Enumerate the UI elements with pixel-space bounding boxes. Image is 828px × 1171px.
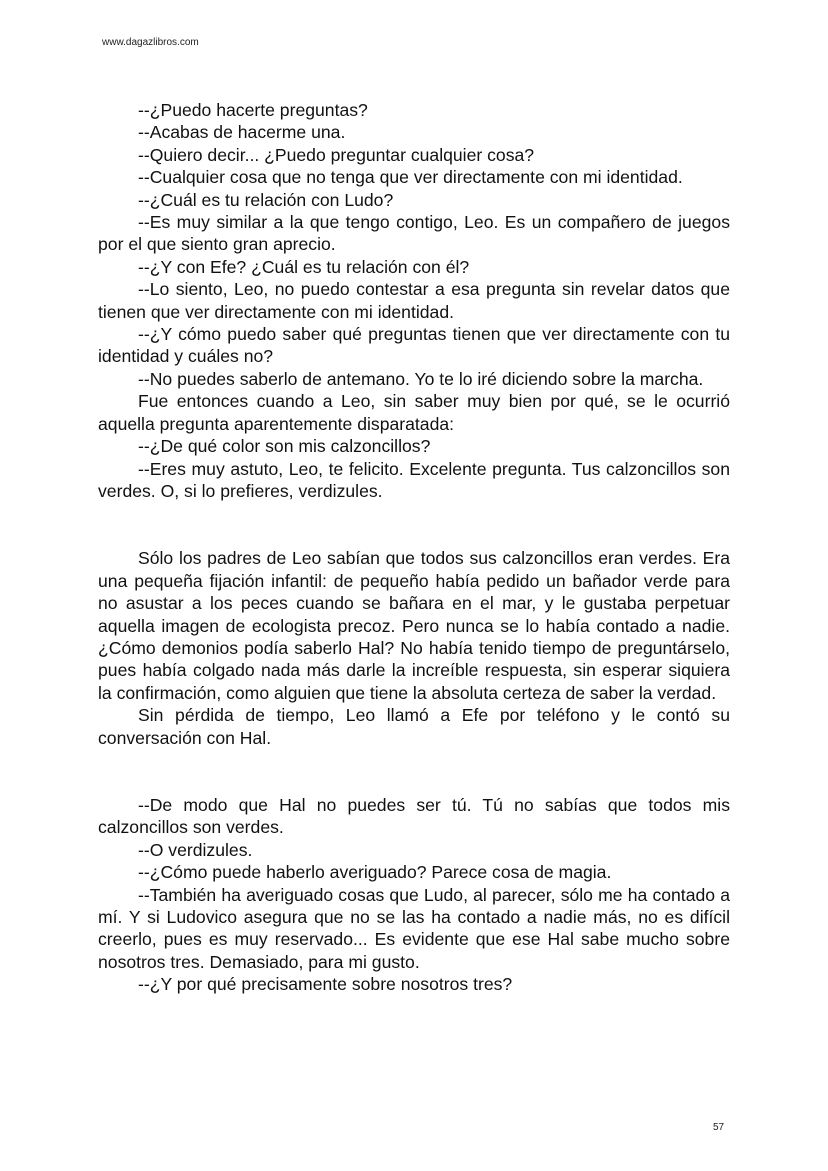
- paragraph: --Cualquier cosa que no tenga que ver directamente con mi identidad.: [138, 167, 683, 188]
- paragraph: --¿Cómo puede haberlo averiguado? Parece cosa de magia.: [138, 862, 612, 883]
- paragraph: --No puedes saberlo de antemano. Yo te lo iré diciendo sobre la marcha.: [138, 368, 704, 389]
- paragraph: --Quiero decir... ¿Puedo preguntar cualquier cosa?: [138, 144, 535, 165]
- page-number: 57: [713, 1122, 725, 1133]
- paragraph: --Es muy similar a la que tengo contigo, Leo. Es un compañero de juegos por el que siento gran aprecio.: [98, 212, 730, 255]
- paragraph: --¿Y con Efe? ¿Cuál es tu relación con él?: [138, 256, 470, 277]
- paragraph: --Eres muy astuto, Leo, te felicito. Excelente pregunta. Tus calzoncillos son verdes. O, si lo prefieres, verdizules.: [98, 458, 730, 501]
- text-block-2: [98, 547, 730, 749]
- paragraph: --¿Y por qué precisamente sobre nosotros tres?: [138, 974, 513, 995]
- page-body: [98, 99, 730, 996]
- paragraph: --¿De qué color son mis calzoncillos?: [138, 436, 431, 457]
- paragraph: --¿Puedo hacerte preguntas?: [138, 100, 368, 120]
- text-block-3: [98, 794, 730, 996]
- paragraph: --¿Cuál es tu relación con Ludo?: [138, 189, 394, 210]
- paragraph: --¿Y cómo puedo saber qué preguntas tienen que ver directamente con tu identidad y cuáles no?: [98, 324, 730, 367]
- paragraph: --De modo que Hal no puedes ser tú. Tú no sabías que todos mis calzoncillos son verdes.: [98, 794, 730, 838]
- section-gap: [98, 749, 730, 794]
- paragraph: Sólo los padres de Leo sabían que todos sus calzoncillos eran verdes. Era una pequeña fijación infantil: de pequeño había pedido un bañador verde para no asustar a los peces cuando se bañara en el mar, y le gustaba perpetuar aquella imagen de ecologista precoz. Pero nunca se lo había contado a nadie. ¿Cómo demonios podía saberlo Hal? No había tenido tiempo de preguntárselo, pues había colgado nada más darle la increíble respuesta, sin esperar siquiera la confirmación, como alguien que tiene la absoluta certeza de saber la verdad.: [98, 548, 730, 703]
- paragraph: Fue entonces cuando a Leo, sin saber muy bien por qué, se le ocurrió aquella pregunta aparentemente disparatada:: [98, 391, 730, 434]
- paragraph: --Acabas de hacerme una.: [138, 122, 346, 143]
- paragraph: --También ha averiguado cosas que Ludo, al parecer, sólo me ha contado a mí. Y si Ludovico asegura que no se las ha contado a nadie más, no es difícil creerlo, pues es muy reservado... Es evidente que ese Hal sabe mucho sobre nosotros tres. Demasiado, para mi gusto.: [98, 884, 730, 972]
- text-block-1: [98, 99, 730, 502]
- paragraph: --O verdizules.: [138, 839, 253, 860]
- paragraph: Sin pérdida de tiempo, Leo llamó a Efe por teléfono y le contó su conversación con Hal.: [98, 705, 730, 748]
- paragraph: --Lo siento, Leo, no puedo contestar a esa pregunta sin revelar datos que tienen que ver directamente con mi identidad.: [98, 279, 730, 322]
- header-url: www.dagazlibros.com: [102, 37, 199, 48]
- section-gap: [98, 502, 730, 547]
